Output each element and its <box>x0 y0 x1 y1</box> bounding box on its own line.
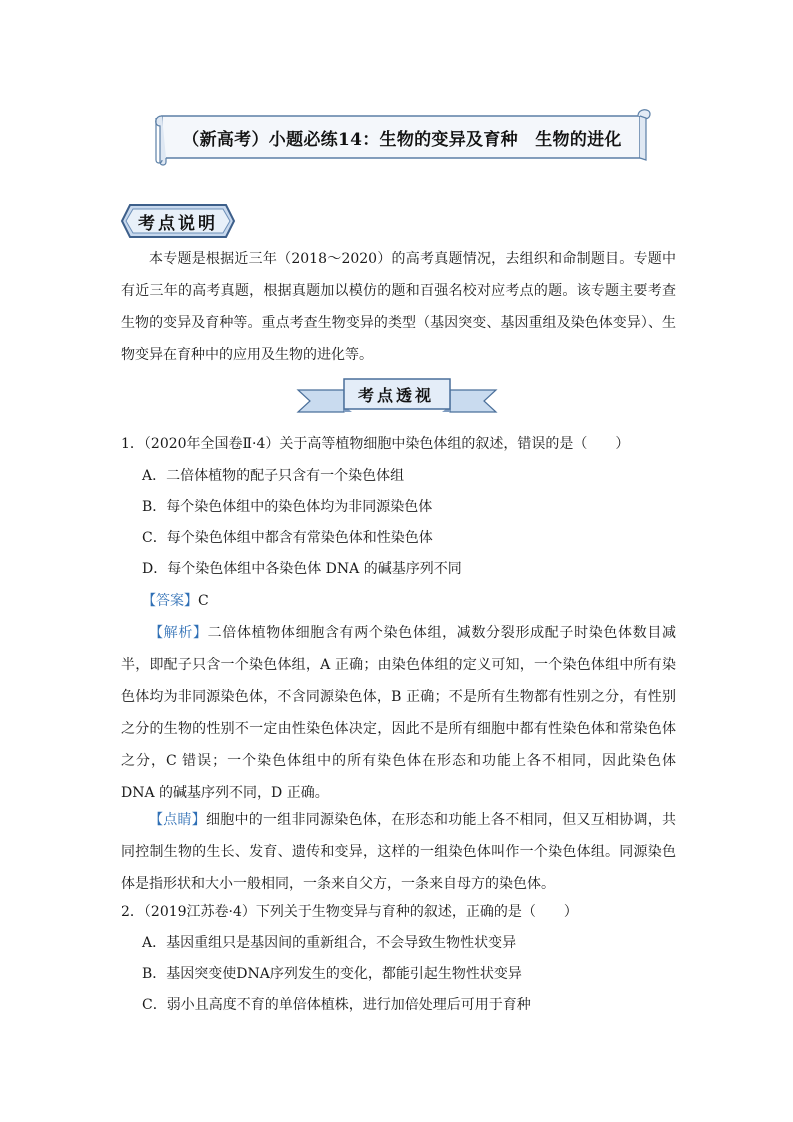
question-1-option-a: A．二倍体植物的配子只含有一个染色体组 <box>142 468 405 484</box>
section-ribbon-view <box>296 376 498 416</box>
analysis-text: 二倍体植物体细胞含有两个染色体组，减数分裂形成配子时染色体数目减半，即配子只含一个染色体组，A 正确；由染色体组的定义可知，一个染色体组中所有染色体均为非同源染色体，不含同源染色体，B 正确；不是所有生物都有性别之分，有性别之分的生物的性别不一定由性染色体决定，因此不是所有细胞中都有性染色体和常染色体之分，C 错误；一个染色体组中的所有染色体在形态和功能上各不相同，因此染色体 DNA 的碱基序列不同，D 正确。 <box>121 625 677 801</box>
question-2-option-b: B．基因突变使DNA序列发生的变化，都能引起生物性状变异 <box>142 966 522 982</box>
answer-tag: 【答案】 <box>142 593 198 609</box>
question-1-point <box>121 804 676 900</box>
question-2-stem: 2．（2019江苏卷·4）下列关于生物变异与育种的叙述，正确的是（ ） <box>121 904 578 920</box>
question-2-option-c: C．弱小且高度不育的单倍体植株，进行加倍处理后可用于育种 <box>142 997 531 1013</box>
section-badge-explain <box>120 203 236 239</box>
page-title: （新高考）小题必练14：生物的变异及育种 生物的进化 <box>182 129 622 150</box>
analysis-tag: 【解析】 <box>149 625 208 641</box>
question-1-option-c: C．每个染色体组中都含有常染色体和性染色体 <box>142 530 433 546</box>
title-banner <box>152 108 652 166</box>
question-1-option-d: D．每个染色体组中各染色体 DNA 的碱基序列不同 <box>142 561 462 577</box>
question-2-option-a: A．基因重组只是基因间的重新组合，不会导致生物性状变异 <box>142 935 517 951</box>
question-1-stem: 1．（2020年全国卷Ⅱ·4）关于高等植物细胞中染色体组的叙述，错误的是（ ） <box>121 436 630 452</box>
question-1-analysis <box>121 617 676 809</box>
point-text: 细胞中的一组非同源染色体，在形态和功能上各不相同，但又互相协调，共同控制生物的生长、发育、遗传和变异，这样的一组染色体叫作一个染色体组。同源染色体是指形状和大小一般相同，一条来自父方，一条来自母方的染色体。 <box>121 812 676 892</box>
answer-value: C <box>198 593 209 609</box>
question-1-option-b: B．每个染色体组中的染色体均为非同源染色体 <box>142 499 433 515</box>
section-ribbon-view-label: 考点透视 <box>357 385 434 405</box>
section-badge-explain-label: 考点说明 <box>138 213 218 234</box>
point-tag: 【点睛】 <box>149 812 206 828</box>
question-1-answer <box>142 590 209 612</box>
section-explain-text: 本专题是根据近三年（2018～2020）的高考真题情况，去组织和命制题目。专题中有近三年的高考真题，根据真题加以模仿的题和百强名校对应考点的题。该专题主要考查生物的变异及育种等。重点考查生物变异的类型（基因突变、基因重组及染色体变异）、生物变异在育种中的应用及生物的进化等。 <box>121 251 676 363</box>
